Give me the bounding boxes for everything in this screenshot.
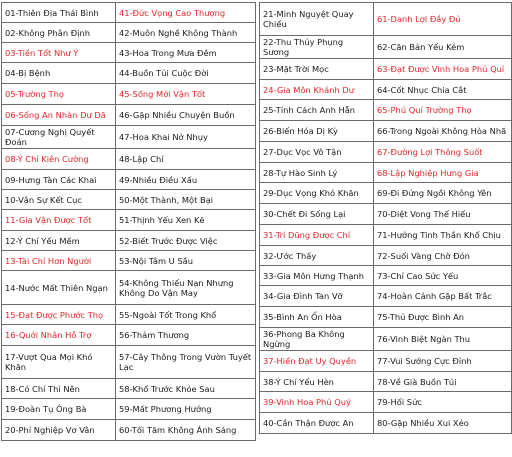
name-cell: 03-Tiền Tốt Như Ý <box>2 43 116 63</box>
table-row <box>260 121 512 142</box>
table-row <box>260 413 512 434</box>
table-row <box>2 379 256 399</box>
name-cell: 79-Hối Sức <box>374 392 512 413</box>
table-row <box>260 163 512 183</box>
table-row <box>260 307 512 328</box>
table-row <box>2 126 256 149</box>
name-cell: 12-Ý Chí Yếu Mềm <box>2 231 116 251</box>
name-cell: 11-Gia Vận Được Tốt <box>2 210 116 231</box>
table-row <box>260 286 512 307</box>
name-cell: 50-Một Thành, Một Bại <box>116 190 256 210</box>
table-row <box>260 80 512 100</box>
name-cell: 52-Biết Trước Được Việc <box>116 231 256 251</box>
table-row <box>2 190 256 210</box>
table-row <box>2 305 256 325</box>
name-cell: 31-Trí Dũng Được Chí <box>260 225 374 246</box>
table-row <box>2 3 256 23</box>
table-row <box>2 251 256 271</box>
name-cell: 48-Lập Chí <box>116 149 256 170</box>
table-row <box>2 399 256 420</box>
table-row <box>2 43 256 63</box>
name-cell: 65-Phú Quí Trường Thọ <box>374 100 512 121</box>
name-cell: 43-Hoa Trong Mưa Đêm <box>116 43 256 63</box>
name-cell: 28-Tự Hào Sinh Lý <box>260 163 374 183</box>
name-cell: 07-Cương Nghị Quyết Đoán <box>2 126 116 149</box>
table-row <box>260 225 512 246</box>
name-cell: 70-Diệt Vong Thế Hiếu <box>374 204 512 225</box>
table-row <box>260 204 512 225</box>
table-row <box>260 59 512 80</box>
name-cell: 46-Gặp Nhiều Chuyện Buồn <box>116 105 256 126</box>
table-row <box>260 266 512 286</box>
name-cell: 17-Vượt Qua Mọi Khó Khăn <box>2 346 116 379</box>
name-cell: 01-Thiên Địa Thái Bình <box>2 3 116 23</box>
name-cell: 57-Cây Thông Trong Vườn Tuyết Lạc <box>116 346 256 379</box>
name-cell: 18-Có Chí Thì Nên <box>2 379 116 399</box>
name-cell: 42-Muôn Nghề Không Thành <box>116 23 256 43</box>
name-cell: 22-Thu Thủy Phụng Sương <box>260 36 374 59</box>
table-row <box>260 100 512 121</box>
table-row <box>2 23 256 43</box>
table-row <box>260 328 512 351</box>
name-cell: 14-Nước Mất Thiên Ngạn <box>2 271 116 305</box>
name-cell: 04-Bị Bệnh <box>2 63 116 84</box>
table-row <box>2 170 256 190</box>
name-cell: 51-Thịnh Yếu Xen Kẽ <box>116 210 256 231</box>
name-cell: 55-Ngoài Tốt Trong Khổ <box>116 305 256 325</box>
name-cell: 13-Tài Chí Hơn Người <box>2 251 116 271</box>
name-cell: 21-Minh Nguyệt Quay Chiếu <box>260 3 374 36</box>
name-cell: 61-Danh Lợi Đầy Đủ <box>374 3 512 36</box>
name-cell: 74-Hoàn Cảnh Gặp Bất Trắc <box>374 286 512 307</box>
name-cell: 27-Dục Vọc Vô Tận <box>260 142 374 163</box>
table-row <box>2 63 256 84</box>
name-cell: 25-Tính Cách Anh Hẫn <box>260 100 374 121</box>
name-cell: 68-Lập Nghiệp Hưng Gia <box>374 163 512 183</box>
table-row <box>260 372 512 392</box>
name-cell: 62-Căn Bản Yếu Kém <box>374 36 512 59</box>
name-cell: 26-Biến Hóa Dị Kỳ <box>260 121 374 142</box>
name-cell: 49-Nhiều Điều Xấu <box>116 170 256 190</box>
table-row <box>260 246 512 266</box>
name-cell: 32-Ước Thấy <box>260 246 374 266</box>
name-cell: 75-Thủ Được Bình An <box>374 307 512 328</box>
name-cell: 63-Đạt Được Vinh Hoa Phú Quí <box>374 59 512 80</box>
name-cell: 33-Gia Môn Hưng Thạnh <box>260 266 374 286</box>
name-cell: 19-Đoàn Tụ Ông Bà <box>2 399 116 420</box>
table-row <box>2 231 256 251</box>
name-cell: 54-Không Thiếu Nạn Nhưng Không Do Vận May <box>116 271 256 305</box>
name-cell: 71-Hưởng Tinh Thần Khổ Chịu <box>374 225 512 246</box>
name-cell: 05-Trường Thọ <box>2 84 116 105</box>
name-cell: 80-Gặp Nhiều Xui Xẻo <box>374 413 512 434</box>
name-cell: 24-Gia Môn Khánh Dư <box>260 80 374 100</box>
table-row <box>2 346 256 379</box>
name-cell: 36-Phong Ba Không Ngừng <box>260 328 374 351</box>
name-cell: 38-Ý Chí Yếu Hèn <box>260 372 374 392</box>
name-cell: 02-Không Phân Định <box>2 23 116 43</box>
name-cell: 37-Hiển Đạt Uy Quyền <box>260 351 374 372</box>
name-cell: 66-Trong Ngoài Không Hòa Nhã <box>374 121 512 142</box>
name-cell: 53-Nội Tâm U Sầu <box>116 251 256 271</box>
name-cell: 76-Vinh Biệt Ngàn Thu <box>374 328 512 351</box>
table-row <box>260 142 512 163</box>
table-row <box>2 271 256 305</box>
table-row <box>2 210 256 231</box>
table-row <box>2 84 256 105</box>
name-cell: 45-Sống Mới Vận Tốt <box>116 84 256 105</box>
table-row <box>2 149 256 170</box>
name-cell: 64-Cốt Nhục Chia Cắt <box>374 80 512 100</box>
name-cell: 44-Buồn Tủi Cuộc Đời <box>116 63 256 84</box>
name-cell: 59-Mất Phương Hướng <box>116 399 256 420</box>
name-cell: 56-Thảm Thương <box>116 325 256 346</box>
name-cell: 41-Đức Vọng Cao Thượng <box>116 3 256 23</box>
name-cell: 72-Suối Vàng Chờ Đón <box>374 246 512 266</box>
name-cell: 06-Sống An Nhàn Dư Dã <box>2 105 116 126</box>
name-cell: 23-Mặt Trời Mọc <box>260 59 374 80</box>
table-row <box>260 36 512 59</box>
name-cell: 35-Bình An Ổn Hòa <box>260 307 374 328</box>
table-row <box>2 325 256 346</box>
name-cell: 39-Vinh Hoa Phú Quý <box>260 392 374 413</box>
table-row <box>2 105 256 126</box>
name-cell: 08-Ý Chí Kiên Cường <box>2 149 116 170</box>
name-cell: 10-Vận Sự Kết Cục <box>2 190 116 210</box>
name-cell: 20-Phí Nghiệp Vơ Vân <box>2 420 116 441</box>
name-cell: 67-Đường Lợi Thông Suốt <box>374 142 512 163</box>
table-row <box>2 420 256 441</box>
name-cell: 73-Chỉ Cao Sức Yếu <box>374 266 512 286</box>
name-cell: 78-Về Già Buồn Tủi <box>374 372 512 392</box>
names-table-right-body <box>260 3 512 434</box>
name-cell: 77-Vui Sướng Cực Đỉnh <box>374 351 512 372</box>
name-cell: 29-Dục Vọng Khó Khăn <box>260 183 374 204</box>
name-cell: 47-Hoa Khai Nở Nhụy <box>116 126 256 149</box>
name-cell: 40-Cần Thận Được An <box>260 413 374 434</box>
names-table-right <box>259 2 512 434</box>
name-cell: 60-Tối Tăm Không Ánh Sáng <box>116 420 256 441</box>
table-row <box>260 3 512 36</box>
name-cell: 15-Đạt Được Phước Thọ <box>2 305 116 325</box>
name-cell: 69-Đi Đứng Ngồi Không Yên <box>374 183 512 204</box>
names-table-left-body <box>2 3 256 441</box>
name-cell: 34-Gia Đình Tan Vỡ <box>260 286 374 307</box>
name-cell: 30-Chết Đi Sống Lại <box>260 204 374 225</box>
table-row <box>260 392 512 413</box>
table-row <box>260 183 512 204</box>
name-cell: 16-Quới Nhân Hỗ Trợ <box>2 325 116 346</box>
names-table-left <box>1 2 256 441</box>
name-cell: 09-Hưng Tàn Các Khai <box>2 170 116 190</box>
table-row <box>260 351 512 372</box>
name-cell: 58-Khổ Trước Khỏe Sau <box>116 379 256 399</box>
